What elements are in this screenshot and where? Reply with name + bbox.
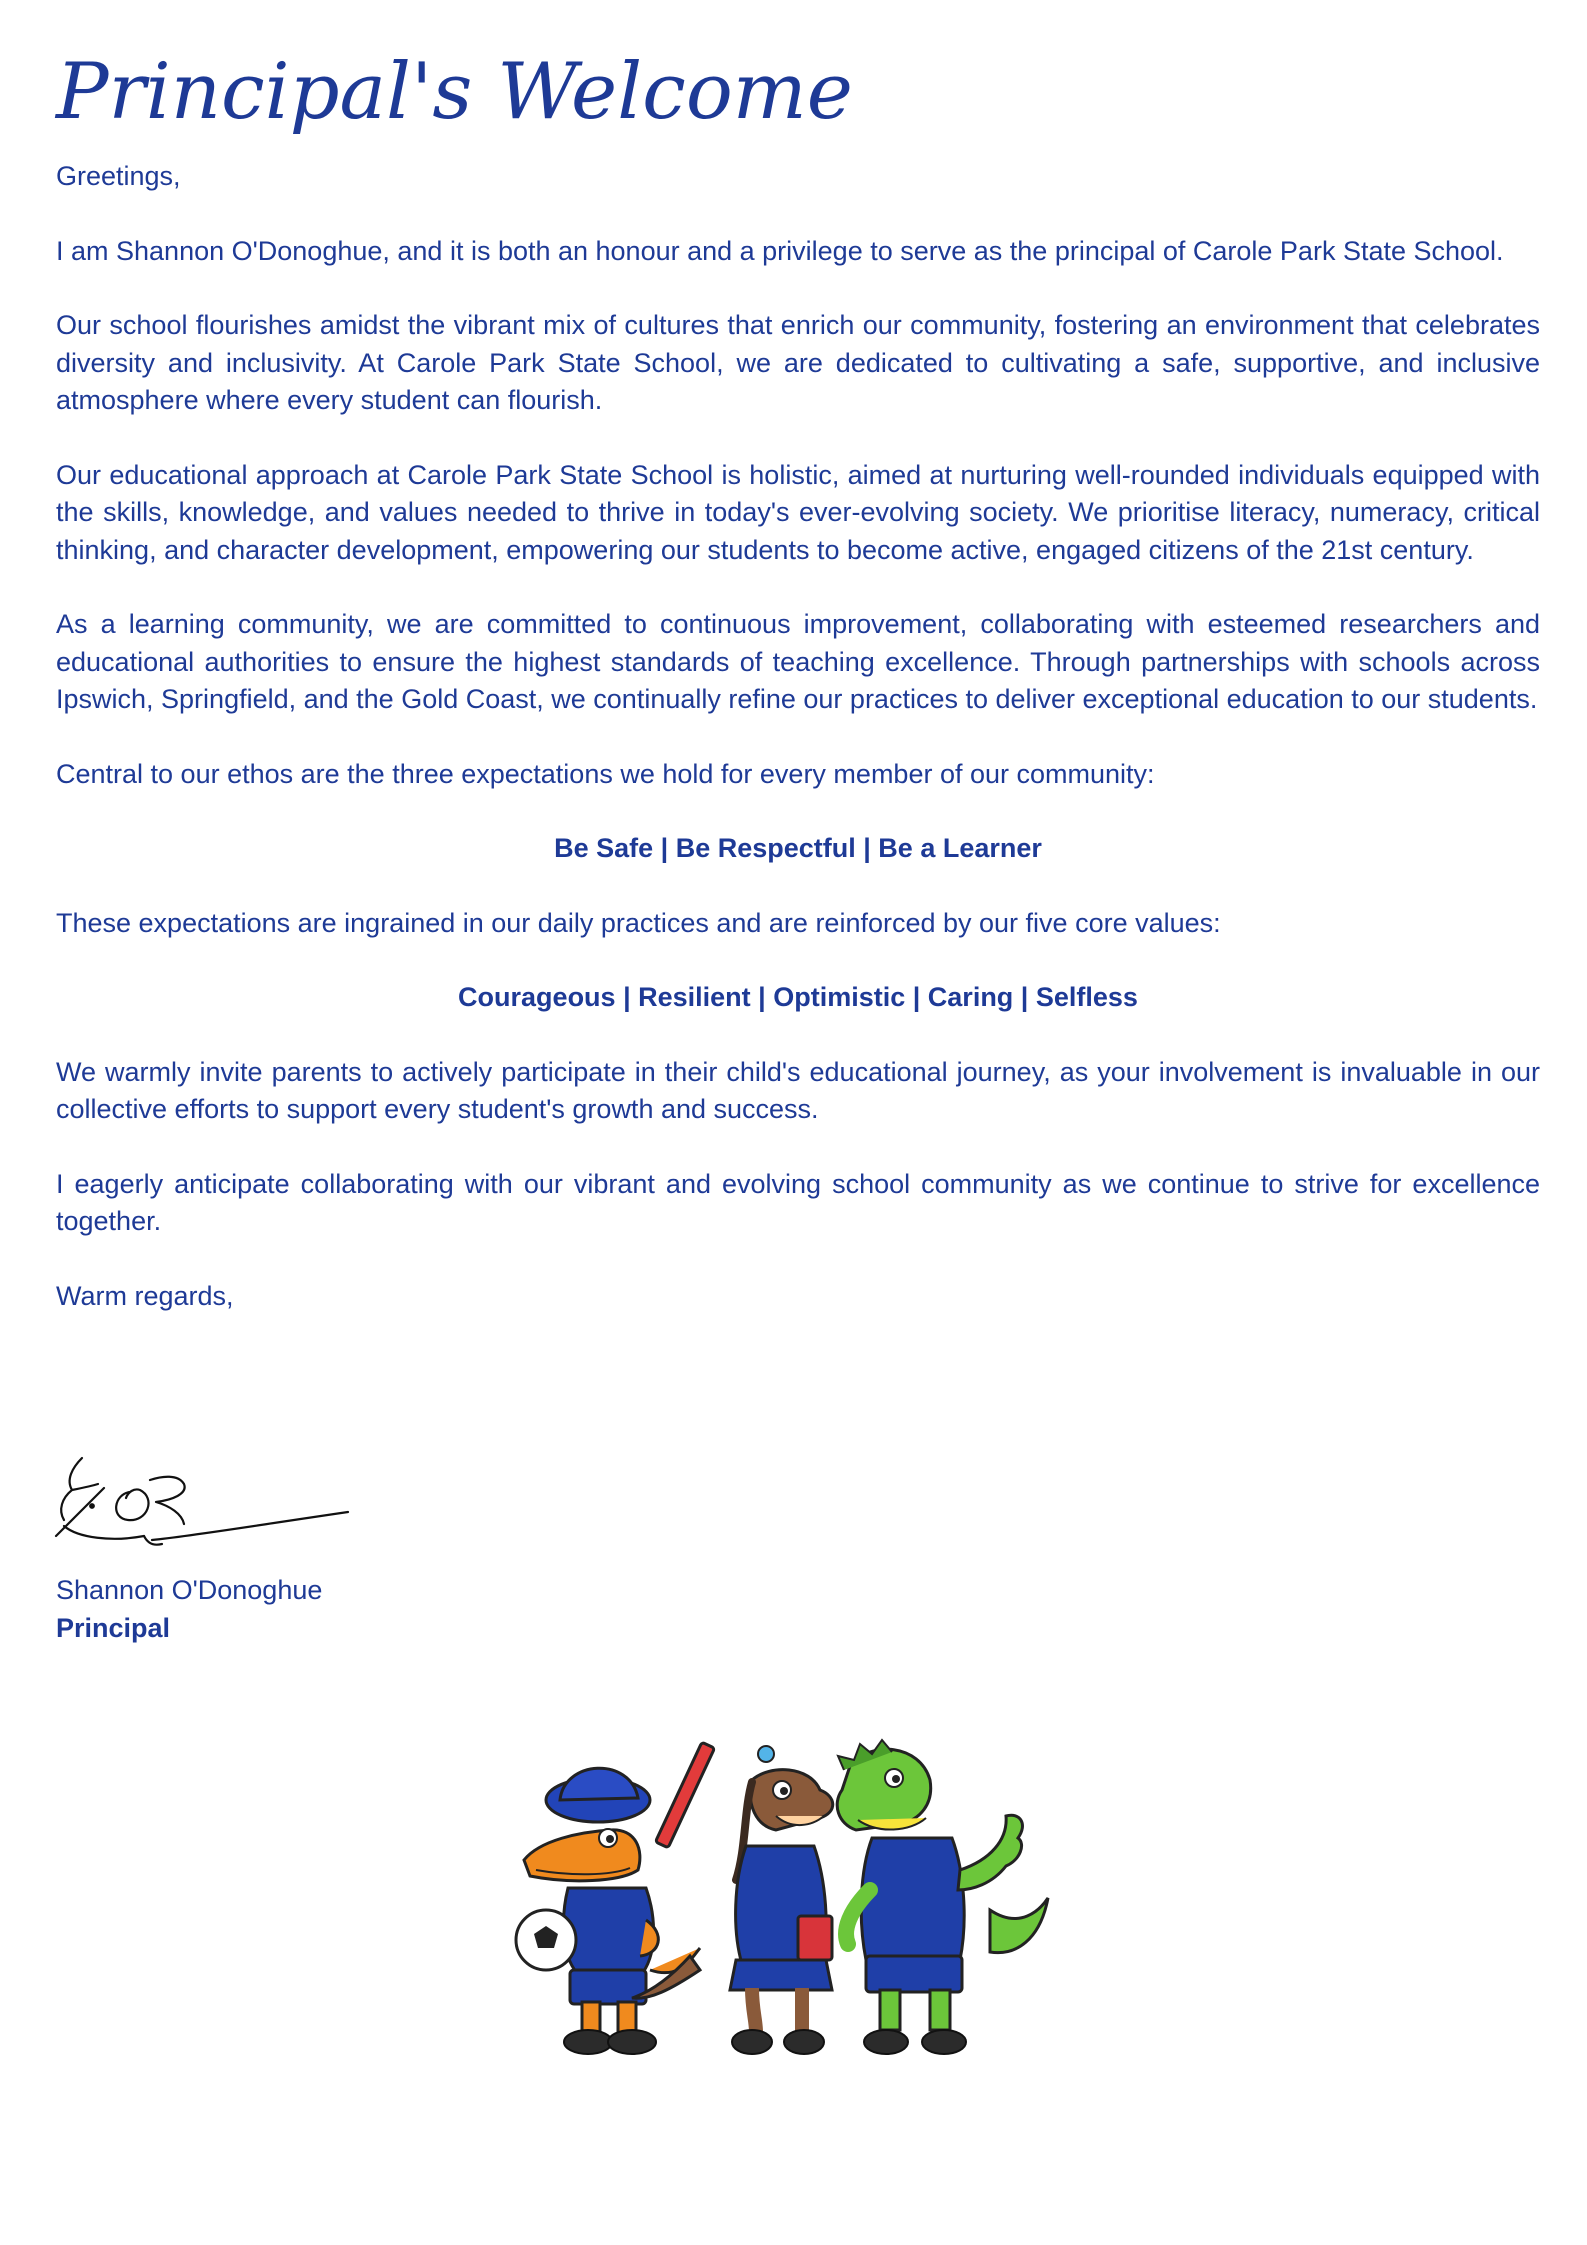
- paragraph-parents: We warmly invite parents to actively participate in their child's educational journey, as your involvement is invaluable in our collective efforts to support every student's growth and success.: [56, 1056, 1540, 1124]
- school-mascots-illustration: [520, 1720, 1080, 2070]
- paragraph-ethos: Central to our ethos are the three expectations we hold for every member of our community:: [56, 758, 1155, 789]
- paragraph-intro: I am Shannon O'Donoghue, and it is both an honour and a privilege to serve as the principal of Carole Park State School.: [56, 235, 1504, 266]
- signer-name: Shannon O'Donoghue: [56, 1575, 323, 1605]
- signature-graphic: [52, 1440, 352, 1560]
- green-croc-mascot: [837, 1740, 1048, 2054]
- values-line: Courageous | Resilient | Optimistic | Caring | Selfless: [458, 982, 1138, 1012]
- paragraph-culture: Our school flourishes amidst the vibrant mix of cultures that enrich our community, fostering an environment that celebrates diversity and inclusivity. At Carole Park State School, we are dedicated to cultivating a safe, supportive, and inclusive atmosphere where every student can flourish.: [56, 310, 1540, 415]
- paragraph-community: As a learning community, we are committed to continuous improvement, collaborating with esteemed researchers and educational authorities to ensure the highest standards of teaching excellence. Through partnerships with schools across Ipswich, Springfield, and the Gold Coast, we continually refine our practices to deliver exceptional education to our students.: [56, 609, 1540, 714]
- signer-role: Principal: [56, 1613, 171, 1643]
- title-script-graphic: [52, 30, 853, 160]
- letter-body: [56, 158, 1540, 1315]
- expectations-line: Be Safe | Be Respectful | Be a Learner: [554, 833, 1042, 863]
- title-text: Principal's Welcome: [56, 47, 853, 137]
- paragraph-anticipate: I eagerly anticipate collaborating with our vibrant and evolving school community as we continue to strive for excellence together.: [56, 1168, 1540, 1236]
- signature: [52, 1440, 352, 1560]
- paragraph-approach: Our educational approach at Carole Park State School is holistic, aimed at nurturing well-rounded individuals equipped with the skills, knowledge, and values needed to thrive in today's ever-evolving society. We prioritise literacy, numeracy, critical thinking, and character development, empowering our students to become active, engaged citizens of the 21st century.: [56, 459, 1540, 565]
- mascots-graphic: [520, 1720, 1080, 2070]
- page-title: [52, 30, 853, 160]
- sign-off: Warm regards,: [56, 1280, 234, 1311]
- brown-croc-mascot: [632, 1742, 833, 2054]
- greeting: Greetings,: [56, 161, 181, 191]
- values-intro: These expectations are ingrained in our daily practices and are reinforced by our five core values:: [56, 907, 1221, 938]
